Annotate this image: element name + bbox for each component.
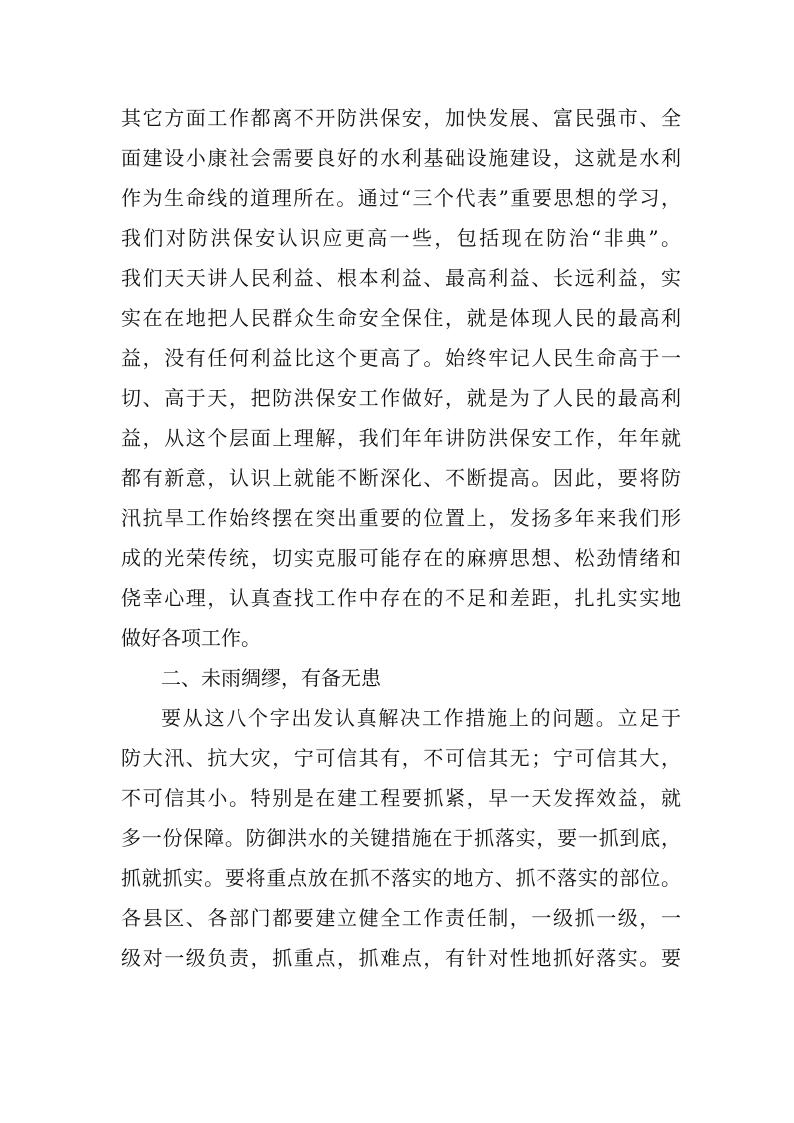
text-line: 要从这八个字出发认真解决工作措施上的问题。立足于	[161, 706, 681, 730]
text-line: 多一份保障。防御洪水的关键措施在于抓落实，要一抓到底，	[121, 826, 681, 850]
text-line: 益，从这个层面上理解，我们年年讲防洪保安工作，年年就	[121, 426, 681, 450]
text-line: 实在在地把人民群众生命安全保住，就是体现人民的最高利	[121, 306, 681, 330]
text-line: 面建设小康社会需要良好的水利基础设施建设，这就是水利	[121, 146, 681, 170]
text-line: 成的光荣传统，切实克服可能存在的麻痹思想、松劲情绪和	[121, 546, 681, 570]
text-line: 切、高于天，把防洪保安工作做好，就是为了人民的最高利	[121, 386, 681, 410]
text-line: 防大汛、抗大灾，宁可信其有，不可信其无；宁可信其大，	[121, 746, 681, 770]
text-line: 益，没有任何利益比这个更高了。始终牢记人民生命高于一	[121, 346, 681, 370]
text-line: 各县区、各部门都要建立健全工作责任制，一级抓一级，一	[121, 906, 681, 930]
text-line: 我们天天讲人民利益、根本利益、最高利益、长远利益，实	[121, 266, 681, 290]
text-line: 级对一级负责，抓重点，抓难点，有针对性地抓好落实。要	[121, 946, 681, 970]
text-line: 其它方面工作都离不开防洪保安，加快发展、富民强市、全	[121, 106, 681, 130]
text-line: 不可信其小。特别是在建工程要抓紧，早一天发挥效益，就	[121, 786, 681, 810]
text-line: 汛抗旱工作始终摆在突出重要的位置上，发扬多年来我们形	[121, 506, 681, 530]
section-heading: 二、未雨绸缪，有备无患	[161, 666, 381, 690]
text-line: 我们对防洪保安认识应更高一些，包括现在防治“非典”。	[121, 226, 681, 250]
text-line: 侥幸心理，认真查找工作中存在的不足和差距，扎扎实实地	[121, 586, 681, 610]
document-body	[121, 98, 681, 978]
text-line: 做好各项工作。	[121, 626, 261, 650]
text-line: 作为生命线的道理所在。通过“三个代表”重要思想的学习，	[121, 186, 681, 210]
text-line: 抓就抓实。要将重点放在抓不落实的地方、抓不落实的部位。	[121, 866, 681, 890]
text-line: 都有新意，认识上就能不断深化、不断提高。因此，要将防	[121, 466, 681, 490]
